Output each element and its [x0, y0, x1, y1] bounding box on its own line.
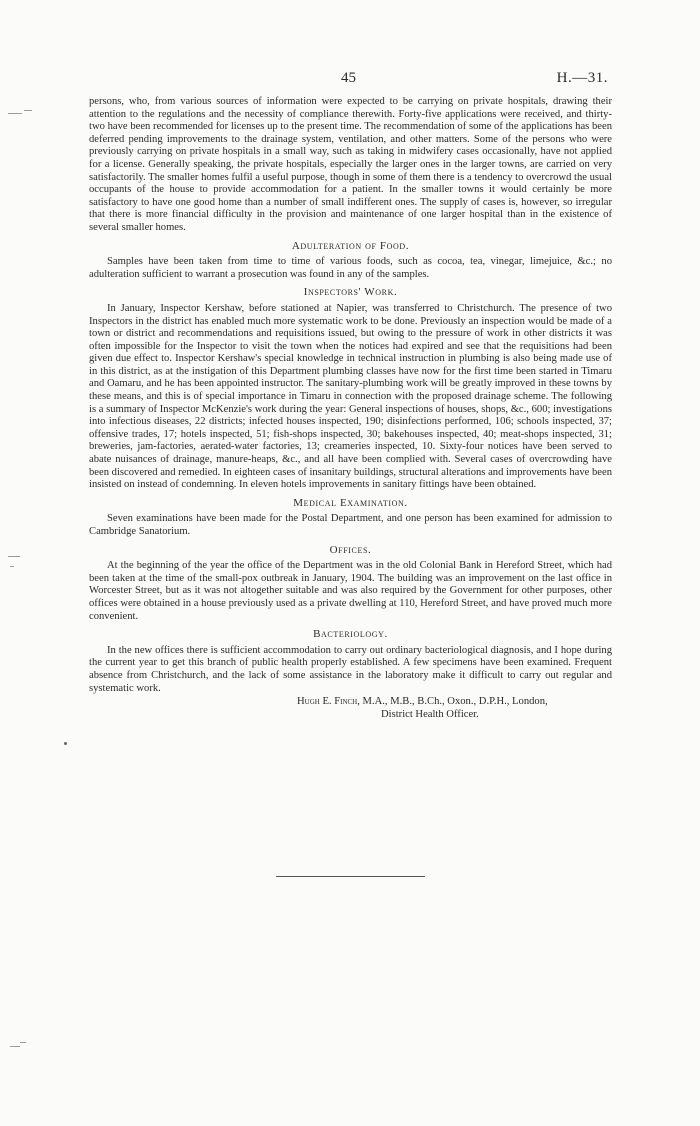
signature-line	[297, 696, 612, 709]
heading-adulteration-of-food: Adulteration of Food.	[291, 239, 410, 252]
heading-inspectors-work: Inspectors' Work.	[303, 286, 398, 299]
signatory-name: Hugh E. Finch,	[297, 696, 360, 708]
signatory-qualifications: M.A., M.B., B.Ch., Oxon., D.P.H., London,	[362, 696, 548, 708]
signatory-title: District Health Officer.	[381, 708, 479, 720]
heading-offices: Offices.	[329, 543, 372, 556]
document-reference: H.—31.	[556, 70, 608, 86]
page-header	[0, 70, 700, 90]
report-body	[89, 96, 612, 721]
margin-scan-mark	[8, 113, 22, 114]
margin-scan-mark	[20, 1042, 26, 1043]
signature-block	[89, 696, 612, 721]
margin-scan-mark	[8, 556, 20, 557]
end-rule	[276, 876, 425, 877]
paragraph-private-hospitals: persons, who, from various sources of information were expected to be carrying on private hospitals, drawing their attention to the regulations and the necessity of compliance therewith. Forty-five applications were received, and thirty-two have been recommended for licenses up to the present time. The recommendation of some of the applications has been deferred pending improvements to the drainage system, ventilation, and other matters. Some of the persons who were previously carrying on private hospitals in a small way, such as taking in midwifery cases occasionally, have not applied for a license. Generally speaking, the private hospitals, especially the larger ones in the larger towns, are carried on very satisfactorily. The smaller homes fulfil a useful purpose, though in some of them there is a tendency to overcrowd the usual occupants of the house to provide accommodation for a patient. In the smaller towns it would certainly be more satisfactory to have one good home than a number of small indifferent ones. The supply of cases is, however, so irregular that there is more financial difficulty in the provision and maintenance of one larger hospital than in the existence of several smaller homes.	[89, 96, 612, 233]
paragraph-offices: At the beginning of the year the office of the Department was in the old Colonial Bank in Hereford Street, which had been taken at the time of the small-pox outbreak in January, 1904. The building was an improvement on the last office in Worcester Street, but as it was not altogether suitable and was also required by the Government for other purposes, other offices were obtained in a house previously used as a private dwelling at 110, Hereford Street, and have proved much more convenient.	[89, 560, 612, 622]
page-number: 45	[341, 70, 356, 86]
margin-scan-mark	[10, 566, 14, 567]
margin-scan-mark	[24, 110, 32, 111]
margin-dot-mark	[64, 742, 67, 745]
paragraph-medical-examination: Seven examinations have been made for the Postal Department, and one person has been examined for admission to Cambridge Sanatorium.	[89, 513, 612, 537]
paragraph-bacteriology: In the new offices there is sufficient accommodation to carry out ordinary bacteriological diagnosis, and I hope during the current year to get this branch of public health properly established. A few specimens have been examined. Frequent absence from Christchurch, and the lack of some assistance in the laboratory make it difficult to carry out regular and systematic work.	[89, 644, 612, 694]
paragraph-adulteration: Samples have been taken from time to time of various foods, such as cocoa, tea, vinegar, limejuice, &c.; no adulteration sufficient to warrant a prosecution was found in any of the samples.	[89, 256, 612, 280]
heading-medical-examination: Medical Examination.	[293, 496, 408, 509]
heading-bacteriology: Bacteriology.	[313, 628, 388, 641]
margin-scan-mark	[10, 1046, 20, 1047]
paragraph-inspectors-work: In January, Inspector Kershaw, before stationed at Napier, was transferred to Christchurch. The presence of two Inspectors in the district has enabled much more systematic work to be done. Previously an inspection would be made of a town or district and recommendations and requisitions issued, but owing to the pressure of work in other districts it was often impossible for the Inspector to visit the town when the notices had expired and see that the requisitions had been given due effect to. Inspector Kershaw's special knowledge in technical instruction in plumbing is also being made use of in this district, as at the instigation of this Department plumbing classes have now for the first time been started in Timaru and Oamaru, and he has been appointed instructor. The sanitary-plumbing work will be greatly improved in these towns by these means, and this is of special importance in Timaru in connection with the proposed drainage scheme. The following is a summary of Inspector McKenzie's work during the year: General inspections of houses, shops, &c., 600; investigations into infectious diseases, 22 districts; infected houses inspected, 190; disinfections performed, 106; schools inspected, 37; offensive trades, 17; hotels inspected, 51; fish-shops inspected, 30; bakehouses inspected, 40; meat-shops inspected, 31; breweries, jam-factories, aerated-water factories, 13; creameries inspected, 10. Sixty-four notices have been served to abate nuisances of drainage, manure-heaps, &c., and all have been complied with. Several cases of overcrowding have been discovered and remedied. In eighteen cases of insanitary buildings, structural alterations and improvements have been insisted on instead of condemning. In eleven hotels improvements in sanitary fittings have been obtained.	[89, 302, 612, 491]
